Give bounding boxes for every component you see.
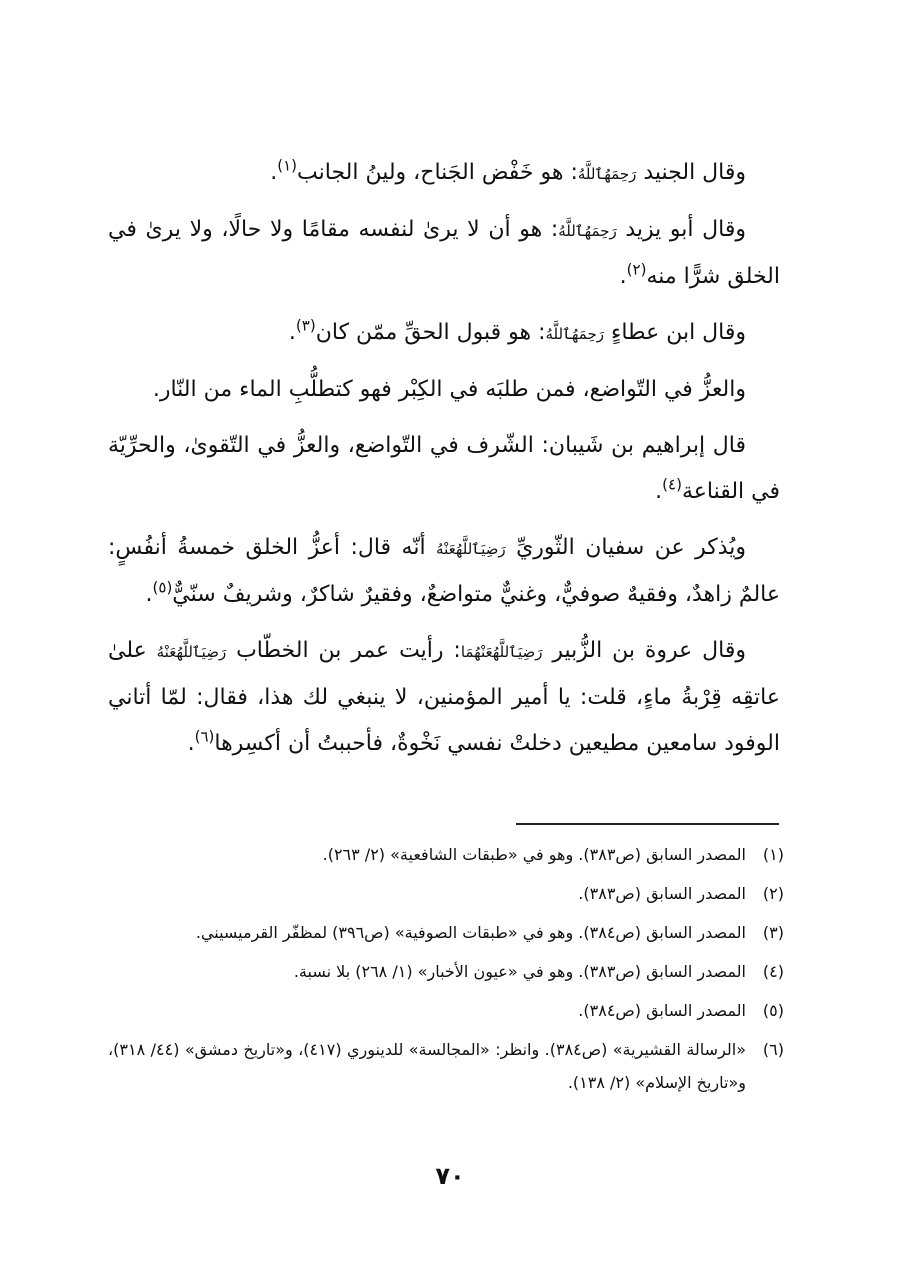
text-segment: وقال الجنيد (636, 160, 746, 185)
footnote-reference: (١) (277, 156, 298, 175)
paragraph (108, 367, 780, 413)
paragraph (108, 628, 780, 767)
footnote-text: المصدر السابق (ص٣٨٣). وهو في «عيون الأخبار» (١/ ٢٦٨) بلا نسبة. (293, 962, 746, 981)
footnote-number: (٣) (762, 923, 784, 942)
main-text (108, 150, 780, 777)
footnote-reference: (٦) (194, 727, 215, 746)
text-segment: : رأيت عمر بن الخطّاب (226, 638, 461, 663)
text-segment: وقال أبو يزيد (616, 217, 746, 242)
footnote-item (108, 838, 784, 871)
footnote-item (108, 994, 784, 1027)
text-segment: . (270, 160, 278, 185)
footnote-text: المصدر السابق (ص٣٨٣). وهو في «طبقات الشافعية» (٢/ ٢٦٣). (322, 845, 746, 864)
footnote-item (108, 916, 784, 949)
text-segment: وقال عروة بن الزُّبير (542, 638, 746, 663)
footnote-item (108, 877, 784, 910)
footnote-reference: (٤) (662, 475, 682, 494)
text-segment: . (288, 320, 296, 345)
footnote-reference: (٢) (626, 260, 647, 279)
honorific-phrase: رَحِمَهُٱللَّهُ (558, 222, 617, 240)
text-segment: : هو خَفْض الجَناح، ولينُ الجانب (297, 160, 578, 185)
footnotes (108, 838, 784, 1105)
footnote-text: المصدر السابق (ص٣٨٤). (578, 1001, 746, 1020)
paragraph (108, 525, 780, 618)
footnote-text: «الرسالة القشيرية» (ص٣٨٤). وانظر: «المجالسة» للدينوري (٤١٧)، و«تاريخ دمشق» (٤٤/ ٣١٨)، و«تاريخ الإسلام» (٢/ ١٣٨). (108, 1040, 747, 1092)
text-segment: . (655, 479, 663, 504)
text-segment: أنّه قال: أعزُّ الخلق خمسةُ أنفُسٍ: عالمٌ زاهدٌ، وفقيهٌ صوفيٌّ، وغنيٌّ متواضعٌ، وفقيرٌ شاكرٌ، وشريفٌ سنّيٌّ (108, 535, 780, 607)
footnote-item (108, 955, 784, 988)
footnote-text: المصدر السابق (ص٣٨٤). وهو في «طبقات الصوفية» (ص٣٩٦) لمظفّر القرميسيني. (195, 923, 746, 942)
paragraph (108, 423, 780, 515)
honorific-phrase: رَضِيَٱللَّهُعَنْهُ (436, 540, 506, 558)
honorific-phrase: رَحِمَهُٱللَّهُ (577, 165, 637, 183)
footnote-separator (516, 823, 779, 825)
footnote-text: المصدر السابق (ص٣٨٣). (578, 884, 746, 903)
footnote-number: (٦) (762, 1040, 784, 1059)
text-segment: ويُذكر عن سفيان الثّوريِّ (505, 535, 746, 560)
footnote-item (108, 1033, 784, 1099)
footnote-reference: (٣) (295, 316, 316, 335)
paragraph (108, 310, 780, 357)
footnote-number: (٥) (762, 1001, 784, 1020)
text-segment: قال إبراهيم بن شَيبان: الشّرف في التّواضع، والعزُّ في التّقوىٰ، والحرِّيّة في القناعة (108, 433, 780, 504)
text-segment: . (619, 264, 627, 289)
honorific-phrase: رَضِيَٱللَّهُعَنْهُمَا (460, 643, 543, 661)
text-segment: : هو أن لا يرىٰ لنفسه مقامًا ولا حالًا، ولا يرىٰ في الخلق شرًّا منه (108, 217, 780, 289)
text-segment: والعزُّ في التّواضع، فمن طلبَه في الكِبْر فهو كتطلُّبِ الماء من النّار. (152, 377, 746, 402)
text-segment: وقال ابن عطاءٍ (603, 320, 746, 345)
paragraph (108, 150, 780, 197)
text-segment: علىٰ عاتقِه قِرْبةُ ماءٍ، قلت: يا أمير المؤمنين، لا ينبغي لك هذا، فقال: لمّا أتاني الوفود سامعين مطيعين دخلتْ نفسي نَخْوةٌ، فأحببتُ أن أكسِرها (108, 638, 780, 756)
page-number: ٧٠ (435, 1162, 465, 1190)
text-segment: : هو قبول الحقِّ ممّن كان (315, 320, 546, 345)
honorific-phrase: رَضِيَٱللَّهُعَنْهُ (156, 643, 227, 661)
text-segment: . (187, 731, 195, 756)
paragraph (108, 207, 780, 300)
footnote-number: (٢) (762, 884, 784, 903)
honorific-phrase: رَحِمَهُٱللَّهُ (545, 325, 604, 343)
footnote-number: (٤) (762, 962, 784, 981)
footnote-number: (١) (762, 845, 784, 864)
text-segment: . (145, 582, 153, 607)
footnote-reference: (٥) (152, 578, 173, 597)
